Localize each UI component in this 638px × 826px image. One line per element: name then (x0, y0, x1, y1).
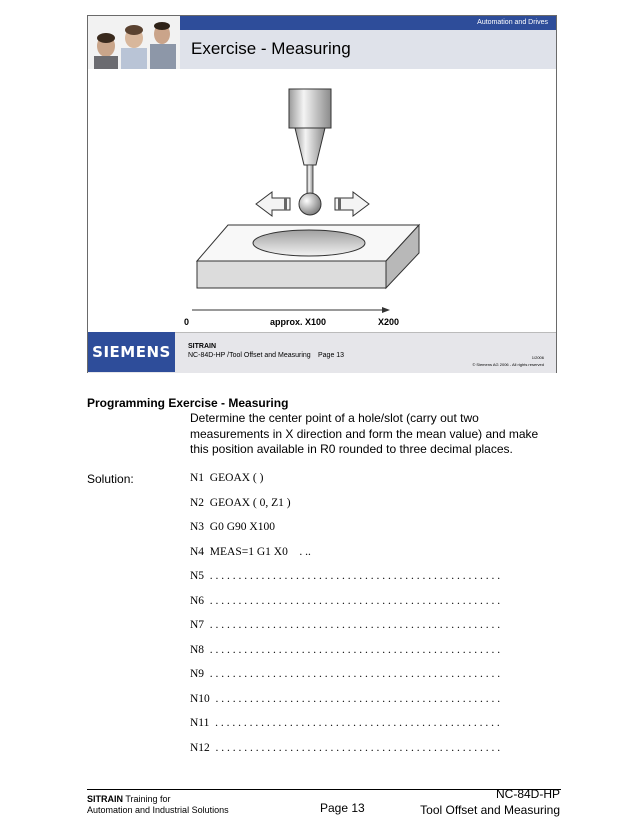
doc-footer-left-line2: Automation and Industrial Solutions (87, 805, 229, 815)
slide-frame (87, 15, 557, 373)
hole (253, 230, 365, 256)
solution-label: Solution: (87, 472, 134, 486)
header-label: Automation and Drives (180, 16, 556, 30)
program-line: N10 . . . . . . . . . . . . . . . . . . . . . . . . . . . . . . . . . . . . . . . . . . . . . . . . . . (190, 693, 501, 705)
program-line: N3 G0 G90 X100 (190, 521, 275, 533)
axis-arrowhead (382, 307, 390, 313)
footer-date: 1/2006 (531, 355, 544, 360)
program-line: N8 . . . . . . . . . . . . . . . . . . . . . . . . . . . . . . . . . . . . . . . . . . . . . . . . . . . (190, 644, 501, 656)
axis-label-mid: approx. X100 (270, 317, 327, 327)
probe-body (289, 89, 331, 128)
probe-ball (299, 193, 321, 215)
doc-footer-sitrain: SITRAIN (87, 794, 123, 804)
program-line: N11 . . . . . . . . . . . . . . . . . . . . . . . . . . . . . . . . . . . . . . . . . . . . . . . . . . (190, 717, 500, 729)
doc-footer-course-code: NC-84D-HP (495, 787, 560, 801)
doc-footer-left (87, 794, 171, 804)
program-line: N2 GEOAX ( 0, Z1 ) (190, 497, 291, 509)
doc-footer-training: Training for (123, 794, 171, 804)
probe-taper (295, 128, 325, 165)
axis-label-start: 0 (184, 317, 190, 327)
footer-copyright: © Siemens AG 2006 - All rights reserved (472, 362, 544, 367)
footer-rule (87, 789, 561, 790)
program-line: N12 . . . . . . . . . . . . . . . . . . . . . . . . . . . . . . . . . . . . . . . . . . . . . . . . . . (190, 742, 501, 754)
people-photo-image (88, 16, 180, 69)
siemens-logo: SIEMENS (88, 332, 175, 372)
program-line: N1 GEOAX ( ) (190, 472, 264, 484)
footer-page: Page 13 (318, 352, 345, 359)
axis-label-end: X200 (378, 317, 400, 327)
workpiece-front (197, 261, 386, 288)
doc-footer-course-title: Tool Offset and Measuring (420, 803, 560, 817)
slide-title: Exercise - Measuring (191, 39, 351, 58)
program-line: N4 MEAS=1 G1 X0 . .. (190, 546, 311, 558)
probe-stylus (307, 165, 313, 195)
task-description: Determine the center point of a hole/slot (carry out two measurements in X direction and form the mean value) and make this position available in R0 rounded to three decimal places. (190, 411, 539, 456)
program-line: N9 . . . . . . . . . . . . . . . . . . . . . . . . . . . . . . . . . . . . . . . . . . . . . . . . . . . (190, 668, 501, 680)
exercise-heading: Programming Exercise - Measuring (87, 396, 289, 410)
measuring-diagram (88, 70, 556, 328)
footer-course: NC-84D-HP /Tool Offset and Measuring (188, 352, 311, 359)
footer-sitrain: SITRAIN (188, 343, 216, 350)
doc-footer-page: Page 13 (320, 801, 365, 815)
program-line: N5 . . . . . . . . . . . . . . . . . . . . . . . . . . . . . . . . . . . . . . . . . . . . . . . . . . . (190, 570, 501, 582)
program-line: N6 . . . . . . . . . . . . . . . . . . . . . . . . . . . . . . . . . . . . . . . . . . . . . . . . . . . (190, 595, 501, 607)
program-line: N7 . . . . . . . . . . . . . . . . . . . . . . . . . . . . . . . . . . . . . . . . . . . . . . . . . . . (190, 619, 501, 631)
